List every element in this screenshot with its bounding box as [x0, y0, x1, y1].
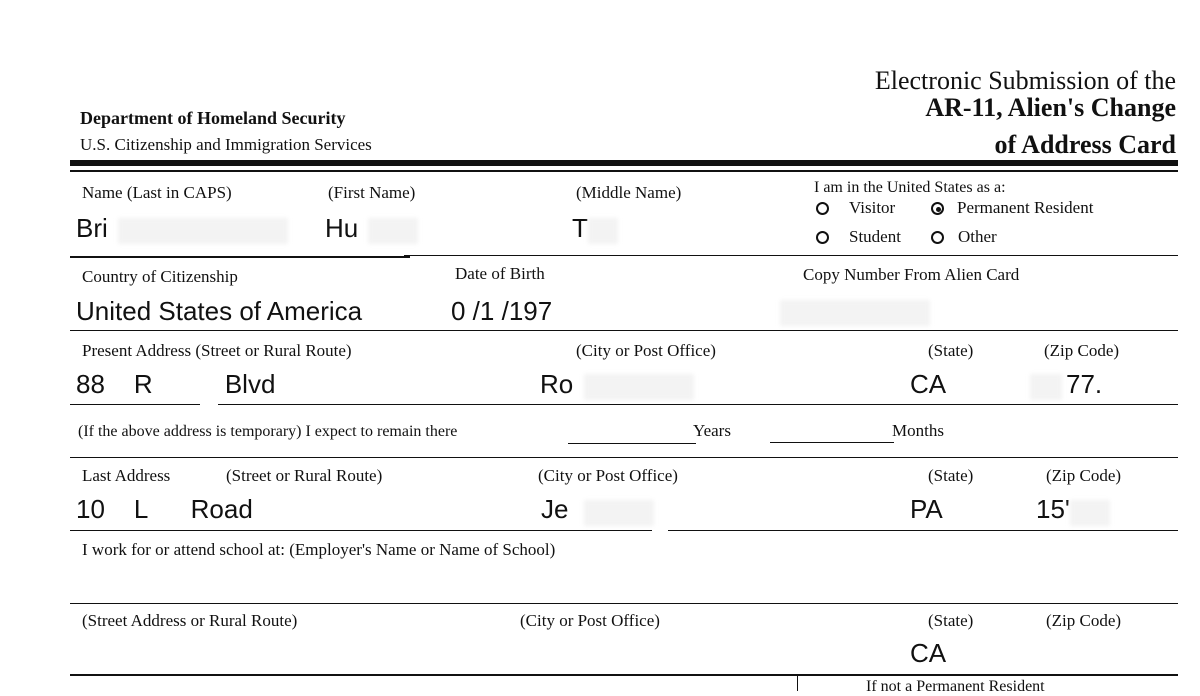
last-name-field[interactable]: Bri [76, 213, 108, 243]
employer-zip-label: (Zip Code) [1046, 611, 1122, 630]
employer-state-label: (State) [928, 611, 974, 630]
last-zip-field[interactable]: 15' [1036, 494, 1070, 524]
redaction-mark [584, 374, 694, 400]
redaction-mark [368, 218, 418, 244]
last-city-field[interactable]: Je [541, 494, 569, 524]
last-address-label: Last Address [82, 466, 171, 485]
agency-name: Department of Homeland Security [80, 108, 346, 128]
radio-permanent-resident[interactable] [931, 202, 944, 215]
last-state-label: (State) [928, 466, 974, 485]
copy-number-label: Copy Number From Alien Card [803, 265, 1020, 284]
last-row-rule-a [70, 530, 652, 531]
present-state-field[interactable]: CA [910, 369, 947, 399]
present-city-label: (City or Post Office) [576, 341, 716, 360]
employer-address-rule [70, 674, 1178, 676]
citizenship-row-rule [70, 330, 1178, 331]
present-zip-label: (Zip Code) [1044, 341, 1120, 360]
employer-row-rule [70, 603, 1178, 604]
employer-state-field[interactable]: CA [910, 638, 947, 668]
years-blank[interactable] [568, 443, 696, 444]
redaction-mark [588, 218, 618, 244]
redaction-mark [584, 500, 654, 526]
name-row-rule [404, 255, 1178, 256]
header-thin-rule [70, 170, 1178, 172]
status-label: I am in the United States as a: [814, 179, 1006, 196]
name-underline-left [70, 256, 410, 258]
form-title-line2: AR-11, Alien's Change [925, 93, 1176, 122]
temporary-row-rule [70, 457, 1178, 458]
country-label: Country of Citizenship [82, 267, 238, 286]
present-row-rule-a [70, 404, 200, 405]
months-blank[interactable] [770, 442, 894, 443]
header-thick-rule [70, 160, 1178, 166]
years-label: Years [693, 421, 731, 440]
last-city-label: (City or Post Office) [538, 466, 678, 485]
dob-field[interactable]: 0 /1 /197 [451, 296, 553, 326]
form-title-line3: of Address Card [994, 130, 1176, 159]
radio-permanent-resident-label: Permanent Resident [957, 198, 1094, 217]
employer-label: I work for or attend school at: (Employer's Name or Name of School) [82, 540, 556, 559]
present-city-field[interactable]: Ro [540, 369, 574, 399]
last-name-label: Name (Last in CAPS) [82, 183, 232, 202]
present-zip-field[interactable]: 77. [1066, 369, 1103, 399]
last-state-field[interactable]: PA [910, 494, 943, 524]
footer-note: If not a Permanent Resident [866, 678, 1045, 695]
temporary-text: (If the above address is temporary) I expect to remain there [78, 423, 458, 440]
last-street-label: (Street or Rural Route) [226, 466, 383, 485]
redaction-mark [1070, 500, 1110, 526]
footer-divider [797, 676, 798, 691]
first-name-label: (First Name) [328, 183, 416, 202]
last-row-rule-b [668, 530, 1178, 531]
radio-other[interactable] [931, 231, 944, 244]
radio-other-label: Other [958, 227, 997, 246]
present-row-rule-b [218, 404, 1178, 405]
present-street-field[interactable]: 88 R Blvd [76, 369, 276, 399]
radio-student[interactable] [816, 231, 829, 244]
dob-label: Date of Birth [455, 264, 545, 283]
country-field[interactable]: United States of America [76, 296, 363, 326]
sub-agency-name: U.S. Citizenship and Immigration Services [80, 135, 372, 154]
redaction-mark [780, 300, 930, 326]
radio-student-label: Student [849, 227, 901, 246]
middle-name-field[interactable]: T [572, 213, 588, 243]
radio-visitor-label: Visitor [849, 198, 896, 217]
form-title-line1: Electronic Submission of the [874, 66, 1176, 95]
employer-street-label: (Street Address or Rural Route) [82, 611, 298, 630]
last-zip-label: (Zip Code) [1046, 466, 1122, 485]
months-label: Months [892, 421, 944, 440]
present-state-label: (State) [928, 341, 974, 360]
redaction-mark [1030, 374, 1062, 400]
present-address-label: Present Address (Street or Rural Route) [82, 341, 352, 360]
redaction-mark [118, 218, 288, 244]
radio-visitor[interactable] [816, 202, 829, 215]
middle-name-label: (Middle Name) [576, 183, 682, 202]
first-name-field[interactable]: Hu [325, 213, 359, 243]
employer-city-label: (City or Post Office) [520, 611, 660, 630]
last-street-field[interactable]: 10 L Road [76, 494, 253, 524]
